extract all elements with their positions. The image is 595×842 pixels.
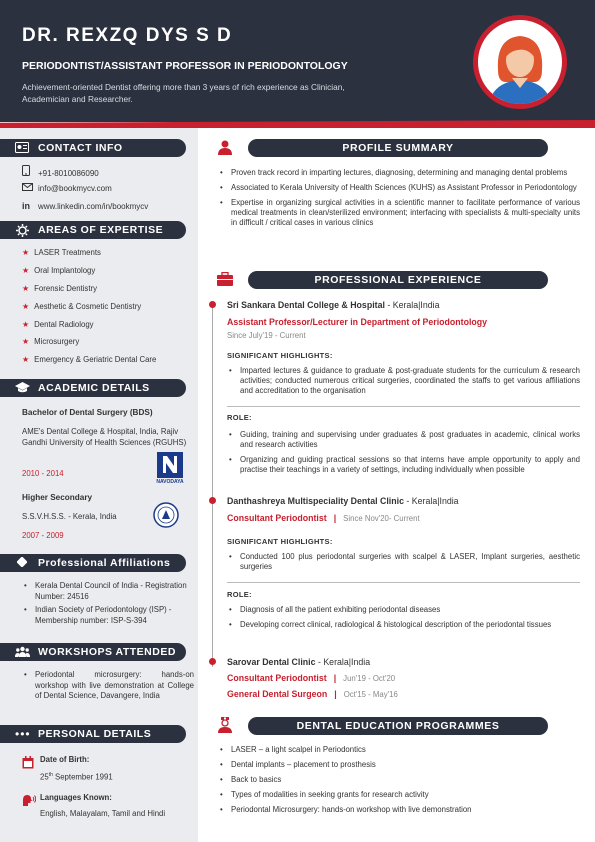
list-item: • Indian Society of Periodontology (ISP) - Membership number: ISP-S-394 xyxy=(22,605,194,626)
expertise-item: ★ Aesthetic & Cosmetic Dentistry xyxy=(22,302,142,311)
divider xyxy=(227,406,580,407)
role-list xyxy=(227,430,580,480)
expertise-item: ★ Emergency & Geriatric Dental Care xyxy=(22,355,157,364)
academic-heading: ACADEMIC DETAILS xyxy=(38,382,150,394)
list-item: • Developing correct clinical, radiological & histological description of the periodontal tissues xyxy=(227,620,580,630)
personal-heading: PERSONAL DETAILS xyxy=(38,728,152,740)
graduation-cap-icon xyxy=(15,382,29,394)
people-group-icon xyxy=(15,646,29,658)
job-role: Consultant Periodontist | Jun'19 - Oct'20 xyxy=(227,673,396,683)
summary-section-header: PROFILE SUMMARY xyxy=(248,139,548,157)
list-item: • Back to basics xyxy=(218,775,580,785)
doctor-icon xyxy=(217,717,235,733)
briefcase-icon xyxy=(217,272,235,288)
job-role: Consultant Periodontist | Since Nov'20- Current xyxy=(227,513,420,523)
timeline-line xyxy=(212,302,213,667)
contact-heading: CONTACT INFO xyxy=(38,142,123,154)
candidate-tagline: Achievement-oriented Dentist offering more than 3 years of rich experience as Clinician, Academician and Researcher. xyxy=(22,82,345,104)
calendar-icon xyxy=(22,756,34,770)
summary-list xyxy=(218,168,580,233)
languages-value: English, Malayalam, Tamil and Hindi xyxy=(40,809,166,818)
contact-phone xyxy=(22,165,99,178)
phone-icon xyxy=(22,165,38,178)
timeline-dot xyxy=(209,301,216,308)
school-seal-logo xyxy=(153,502,179,528)
role-label: ROLE: xyxy=(227,413,252,422)
expertise-section-header xyxy=(0,221,186,239)
list-item: • Periodontal Microsurgery: hands-on workshop with live demonstration xyxy=(218,805,580,815)
degree-title: Higher Secondary xyxy=(22,493,93,502)
employer-name: Danthashreya Multispeciality Dental Clinic - Kerala|India xyxy=(227,496,459,506)
experience-section-header: PROFESSIONAL EXPERIENCE xyxy=(248,271,548,289)
affiliations-heading: Professional Affiliations xyxy=(38,557,171,569)
role-label: ROLE: xyxy=(227,590,252,599)
degree-institution: S.S.V.H.S.S. - Kerala, India xyxy=(22,512,117,521)
expertise-item: ★ LASER Treatments xyxy=(22,248,101,257)
candidate-title: PERIODONTIST/ASSISTANT PROFESSOR IN PERIODONTOLOGY xyxy=(22,60,348,72)
star-icon: ★ xyxy=(22,337,30,346)
timeline-dot xyxy=(209,497,216,504)
badge-icon xyxy=(15,557,29,569)
list-item: • Types of modalities in seeking grants for research activity xyxy=(218,790,580,800)
list-item: • Guiding, training and supervising under graduates & post graduates in academic, clinical works and research activities xyxy=(227,430,580,450)
list-item: • Periodontal microsurgery: hands-on workshop with live demonstration at College of Dental Science, Davangere, India xyxy=(22,670,194,702)
role-list xyxy=(227,605,580,635)
highlights-list xyxy=(227,552,580,577)
workshops-list xyxy=(22,670,194,705)
person-icon xyxy=(217,140,235,156)
expertise-item: ★ Microsurgery xyxy=(22,337,80,346)
job-role: Assistant Professor/Lecturer in Department of Periodontology xyxy=(227,317,488,327)
degree-years: 2010 - 2014 xyxy=(22,469,64,478)
star-icon: ★ xyxy=(22,266,30,275)
star-icon: ★ xyxy=(22,355,30,364)
email-icon xyxy=(22,183,38,193)
candidate-name: DR. REXZQ DYS S D xyxy=(22,25,233,46)
degree-years: 2007 - 2009 xyxy=(22,531,64,540)
brain-gear-icon xyxy=(15,224,29,236)
list-item: • Conducted 100 plus periodontal surgeries with scalpel & LASER, Implant surgeries, aesthetic surgeries xyxy=(227,552,580,572)
email-text[interactable]: info@bookmycv.com xyxy=(38,184,112,193)
navodaya-logo xyxy=(157,452,183,478)
list-item: • Dental implants – placement to prosthesis xyxy=(218,760,580,770)
affiliations-list xyxy=(22,581,194,629)
degree-title: Bachelor of Dental Surgery (BDS) xyxy=(22,408,153,417)
expertise-item: ★ Dental Radiology xyxy=(22,320,94,329)
contact-email xyxy=(22,183,112,193)
personal-section-header xyxy=(0,725,186,743)
languages-label: Languages Known: xyxy=(40,793,112,802)
star-icon: ★ xyxy=(22,248,30,257)
avatar xyxy=(473,15,567,109)
list-item: • Kerala Dental Council of India - Registration Number: 24516 xyxy=(22,581,194,602)
navodaya-logo-text: NAVODAYA xyxy=(156,479,184,485)
linkedin-icon: in xyxy=(22,201,30,211)
star-icon: ★ xyxy=(22,284,30,293)
list-item: • Imparted lectures & guidance to graduate & post-graduate students for the curriculum & research activities; conducted numerous critical surgeries, coordinated the staffs to get various affiliations and accreditation to the organisation xyxy=(227,366,580,396)
divider xyxy=(227,582,580,583)
affiliations-section-header xyxy=(0,554,186,572)
contact-linkedin xyxy=(22,201,148,211)
dob-label: Date of Birth: xyxy=(40,755,90,764)
expertise-heading: AREAS OF EXPERTISE xyxy=(38,224,164,236)
female-avatar-icon xyxy=(478,20,562,104)
speaking-head-icon xyxy=(22,793,36,805)
employer-name: Sarovar Dental Clinic - Kerala|India xyxy=(227,657,371,667)
highlights-label: SIGNIFICANT HIGHLIGHTS: xyxy=(227,537,333,546)
list-item: • Associated to Kerala University of Health Sciences (KUHS) as Assistant Professor in Periodontology xyxy=(218,183,580,193)
list-item: • Expertise in organizing surgical activities in a scientific manner to facilitate performance of various medical treatments in clean/sterilized environment; interfacing with specialists & multi-specialty units in difficult / critical cases in various clinics xyxy=(218,198,580,228)
workshops-heading: WORKSHOPS ATTENDED xyxy=(38,646,176,658)
education-programmes-section-header: DENTAL EDUCATION PROGRAMMES xyxy=(248,717,548,735)
star-icon: ★ xyxy=(22,320,30,329)
list-item: • Diagnosis of all the patient exhibiting periodontal diseases xyxy=(227,605,580,615)
workshops-section-header xyxy=(0,643,186,661)
expertise-item: ★ Forensic Dentistry xyxy=(22,284,97,293)
employer-name: Sri Sankara Dental College & Hospital - Kerala|India xyxy=(227,300,440,310)
phone-text[interactable]: +91-8010086090 xyxy=(38,169,99,178)
highlights-label: SIGNIFICANT HIGHLIGHTS: xyxy=(227,351,333,360)
job-date: Since July'19 - Current xyxy=(227,331,306,340)
list-item: • LASER – a light scalpel in Periodontics xyxy=(218,745,580,755)
dob-value: 25th September 1991 xyxy=(40,772,113,782)
list-item: • Organizing and guiding practical sessions so that interns have ample opportunity to apply and practise their teachings in a variety of settings, including individually when possible xyxy=(227,455,580,475)
linkedin-text[interactable]: www.linkedin.com/in/bookmycv xyxy=(38,202,149,211)
star-icon: ★ xyxy=(22,302,30,311)
contact-section-header xyxy=(0,139,186,157)
academic-section-header xyxy=(0,379,186,397)
degree-institution: AME's Dental College & Hospital, India, Rajiv Gandhi University of Health Sciences (RGUHS) xyxy=(22,427,187,447)
highlights-list xyxy=(227,366,580,401)
timeline-dot xyxy=(209,658,216,665)
dots-icon: ••• xyxy=(15,727,31,741)
education-programmes-list xyxy=(218,745,580,820)
list-item: • Proven track record in imparting lectures, diagnosing, determining and managing dental problems xyxy=(218,168,580,178)
job-role: General Dental Surgeon | Oct'15 - May'16 xyxy=(227,689,398,699)
expertise-item: ★ Oral Implantology xyxy=(22,266,96,275)
id-card-icon xyxy=(15,142,29,154)
